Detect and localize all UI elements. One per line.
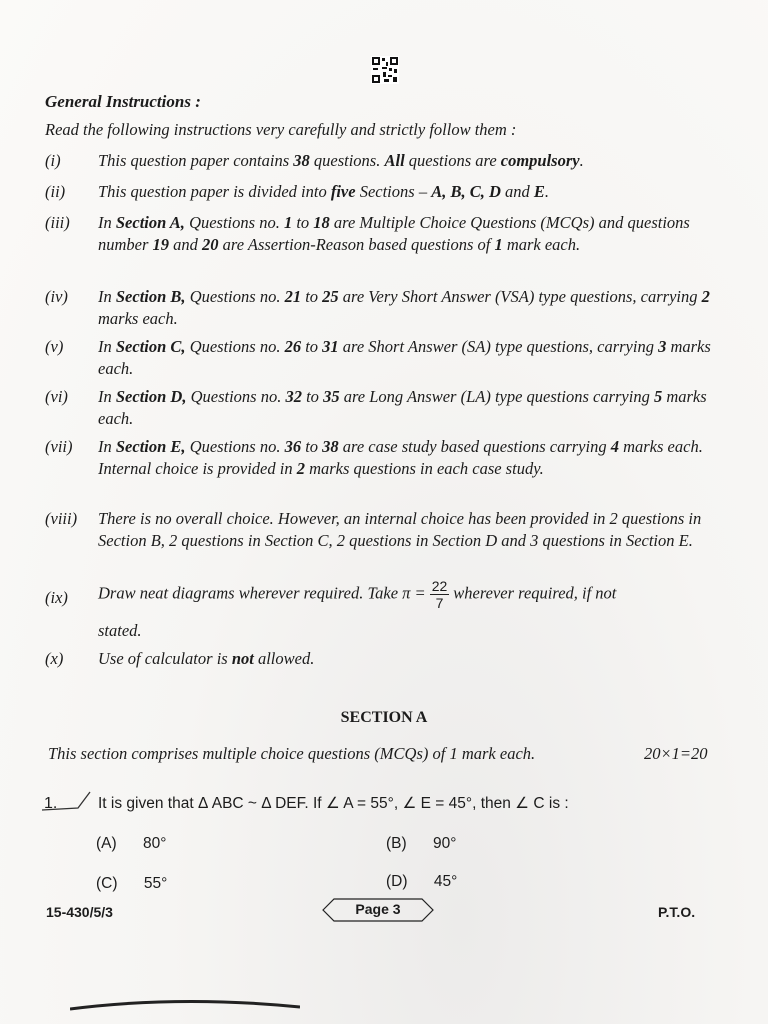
qr-code-icon xyxy=(371,56,399,84)
section-title: SECTION A xyxy=(340,709,428,726)
option-label: (C) xyxy=(96,875,118,892)
pi-fraction: $\frac{22}{7}$ xyxy=(431,578,448,611)
pto-label: P.T.O. xyxy=(658,904,696,920)
question-number: 1. xyxy=(44,795,58,812)
option-label: (A) xyxy=(96,835,117,852)
page-edge-shadow xyxy=(70,995,300,1015)
instruction-text: This question paper is divided into five Sections – A, B, C, D and E. xyxy=(98,182,550,201)
instruction-text: In Section C, Questions no. 26 to 31 are Short Answer (SA) type questions, carrying 3 marks each. xyxy=(98,337,711,378)
instruction-text: There is no overall choice. However, an internal choice has been provided in 2 questions in Section B, 2 questions in Section C, 2 questions in Section D and 3 questions in Section E. xyxy=(98,509,702,550)
instruction-number: (vi) xyxy=(45,387,68,406)
option-c xyxy=(96,875,167,893)
option-label: (B) xyxy=(386,835,407,852)
instruction-text: In Section D, Questions no. 32 to 35 are Long Answer (LA) type questions carrying 5 marks each. xyxy=(98,387,707,428)
instruction-text-continued: stated. xyxy=(98,621,142,640)
option-value: 90° xyxy=(432,835,457,852)
instruction-number: (i) xyxy=(45,151,61,170)
option-a xyxy=(96,835,166,853)
instruction-text: In Section E, Questions no. 36 to 38 are case study based questions carrying 4 marks each. Internal choice is provided in 2 marks questions in each case study. xyxy=(98,437,703,478)
option-value: 55° xyxy=(143,875,168,892)
instruction-text: This question paper contains 38 questions. All questions are compulsory. xyxy=(98,151,584,170)
paper-code: 15-430/5/3 xyxy=(46,904,113,920)
instruction-number: (viii) xyxy=(45,509,78,528)
instruction-text: Use of calculator is not allowed. xyxy=(98,649,315,668)
instructions-intro: Read the following instructions very carefully and strictly follow them : xyxy=(45,120,517,139)
section-description: This section comprises multiple choice questions (MCQs) of 1 mark each. xyxy=(48,744,536,763)
instruction-text: In Section A, Questions no. 1 to 18 are Multiple Choice Questions (MCQs) and questions number 19 and 20 are Assertion-Reason based questions of 1 mark each. xyxy=(98,213,690,254)
instruction-number: (ii) xyxy=(45,182,66,201)
instruction-number: (v) xyxy=(45,337,64,356)
instruction-item xyxy=(45,578,735,640)
tick-mark-icon xyxy=(38,788,92,814)
option-value: 80° xyxy=(142,835,167,852)
instruction-number: (x) xyxy=(45,649,64,668)
section-marks: 20×1=20 xyxy=(644,744,708,763)
option-value: 45° xyxy=(433,873,458,890)
instruction-number: (iii) xyxy=(45,213,70,232)
instruction-text: In Section B, Questions no. 21 to 25 are Very Short Answer (VSA) type questions, carrying 2 marks each. xyxy=(98,287,710,328)
instruction-number: (iv) xyxy=(45,287,68,306)
instructions-heading: General Instructions : xyxy=(45,92,201,111)
page-number: Page 3 xyxy=(355,901,401,917)
instruction-text: Draw neat diagrams wherever required. Take π = $\frac{22}{7}$ wherever required, if not xyxy=(98,578,617,611)
instruction-number: (ix) xyxy=(45,588,68,607)
question-text: It is given that Δ ABC ~ Δ DEF. If ∠ A = 55°, ∠ E = 45°, then ∠ C is : xyxy=(98,795,569,812)
option-b xyxy=(386,835,456,853)
instruction-number: (vii) xyxy=(45,437,73,456)
option-label: (D) xyxy=(386,873,408,890)
option-d xyxy=(386,873,457,891)
